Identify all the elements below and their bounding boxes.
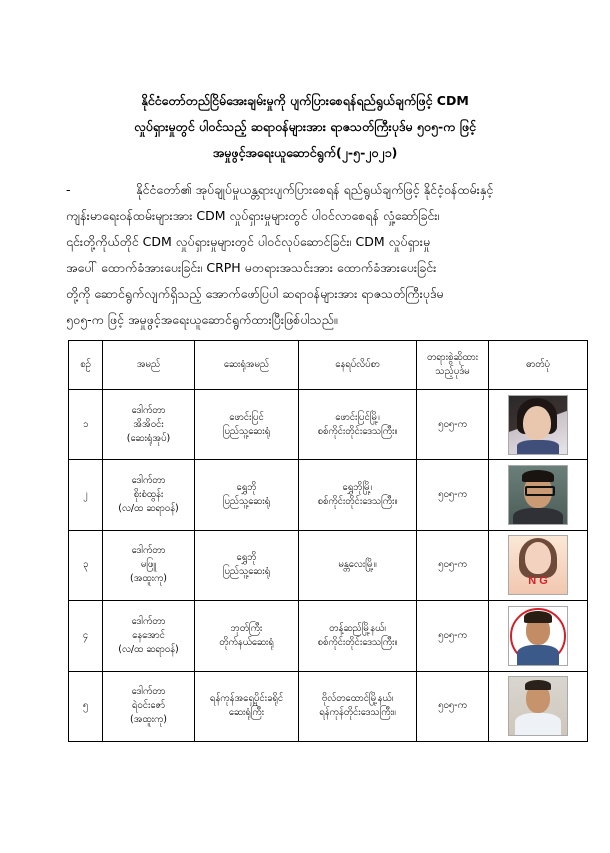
body-line-1-text: နိုင်ငံတော်၏ အုပ်ချုပ်မှုယန္တရားပျက်ပြားစေရန် ရည်ရွယ်ချက်ဖြင့် နိုင်ငံ့ဝန်ထမ်းနှင့် bbox=[136, 182, 494, 197]
name-text: နေအောင် bbox=[132, 629, 165, 641]
name-title: ဒေါက်တာ bbox=[131, 545, 166, 557]
body-line-6: ၅၀၅-က ဖြင့် အမှုဖွင့်အရေးယူဆောင်ရွက်ထားပြီးဖြစ်ပါသည်။ bbox=[66, 312, 338, 327]
title-line-3: အမှုဖွင့်အရေးယူဆောင်ရွက်(၂-၅-၂၀၂၁) bbox=[212, 145, 398, 160]
row-section: ၅၀၅-က bbox=[417, 530, 489, 600]
row-name bbox=[103, 601, 195, 671]
portrait-man-icon bbox=[508, 676, 568, 736]
row-photo bbox=[489, 530, 588, 600]
photo-tag: N G bbox=[528, 575, 548, 588]
document-title bbox=[40, 88, 570, 166]
row-address bbox=[299, 390, 417, 460]
name-role: (အထူးကု) bbox=[129, 573, 168, 585]
name-text: ရဲဝင်းဇော် bbox=[131, 700, 166, 712]
header-address: နေရပ်လိပ်စာ bbox=[299, 341, 417, 390]
hospital-line-1: ဖောင်းပြင် bbox=[229, 411, 264, 423]
name-role: (ဆေးရုံအုပ်) bbox=[126, 432, 171, 444]
portrait-man-icon bbox=[508, 606, 568, 666]
row-number: ၃ bbox=[69, 530, 103, 600]
table-row bbox=[69, 460, 588, 530]
name-text: အိအိဝင်း bbox=[133, 418, 164, 430]
row-address bbox=[299, 601, 417, 671]
row-photo bbox=[489, 390, 588, 460]
row-name bbox=[103, 530, 195, 600]
row-hospital bbox=[195, 460, 299, 530]
row-section: ၅၀၅-က bbox=[417, 601, 489, 671]
address-line-1: ဖောင်းပြင်မြို့၊ bbox=[335, 411, 380, 423]
table-row bbox=[69, 671, 588, 741]
address-line-1: တန့်ဆည်မြို့နယ်၊ bbox=[329, 622, 386, 634]
hospital-line-2: ဆေးရုံကြီး bbox=[228, 707, 265, 719]
row-address bbox=[299, 530, 417, 600]
portrait-man-glasses-icon bbox=[508, 465, 568, 525]
address-line-1: ဗိုလ်တထောင်မြို့နယ်၊ bbox=[321, 693, 394, 705]
hospital-line-2: ပြည်သူ့ဆေးရုံ bbox=[222, 425, 271, 437]
name-title: ဒေါက်တာ bbox=[131, 404, 166, 416]
address-line-1: မန္တလေးမြို့။ bbox=[338, 559, 377, 571]
body-line-3: ၎င်းတို့ကိုယ်တိုင် CDM လှုပ်ရှားမှုများတွင် ပါဝင်လုပ်ဆောင်ခြင်း၊ CDM လှုပ်ရှားမှု bbox=[66, 234, 431, 249]
row-number: ၅ bbox=[69, 671, 103, 741]
name-role: (လ/ထ ဆရာဝန်) bbox=[118, 643, 179, 655]
body-line-2: ကျန်းမာရေးဝန်ထမ်းများအား CDM လှုပ်ရှားမှုများတွင် ပါဝင်လာစေရန် လှုံ့ဆော်ခြင်း၊ bbox=[66, 208, 440, 223]
title-line-2: လှုပ်ရှားမှုတွင် ပါဝင်သည့် ဆရာဝန်များအား ရာဇသတ်ကြီးပုဒ်မ ၅၀၅-က ဖြင့် bbox=[134, 119, 476, 134]
hospital-line-1: ရွှေဘို bbox=[236, 552, 257, 564]
body-dash: - bbox=[66, 182, 71, 197]
body-paragraph bbox=[66, 177, 574, 333]
header-no: စဉ် bbox=[69, 341, 103, 390]
row-name bbox=[103, 390, 195, 460]
header-hospital: ဆေးရုံအမည် bbox=[195, 341, 299, 390]
row-section: ၅၀၅-က bbox=[417, 460, 489, 530]
row-photo bbox=[489, 671, 588, 741]
table-row bbox=[69, 601, 588, 671]
row-number: ၂ bbox=[69, 460, 103, 530]
doctors-table bbox=[68, 340, 588, 742]
header-photo: ဓာတ်ပုံ bbox=[489, 341, 588, 390]
row-hospital bbox=[195, 390, 299, 460]
row-number: ၄ bbox=[69, 601, 103, 671]
row-photo bbox=[489, 460, 588, 530]
name-text: စိုးစံထွန်း bbox=[133, 489, 164, 501]
address-line-1: ရွှေဘိုမြို့၊ bbox=[342, 482, 373, 494]
table-header-row bbox=[69, 341, 588, 390]
name-role: (အထူးကု) bbox=[129, 714, 168, 726]
portrait-woman-icon bbox=[508, 535, 568, 595]
row-hospital bbox=[195, 530, 299, 600]
row-address bbox=[299, 671, 417, 741]
name-title: ဒေါက်တာ bbox=[131, 686, 166, 698]
table-row bbox=[69, 390, 588, 460]
header-section-line-2: သည့်ပုဒ်မ bbox=[435, 366, 470, 377]
header-section bbox=[417, 341, 489, 390]
name-title: ဒေါက်တာ bbox=[131, 475, 166, 487]
row-address bbox=[299, 460, 417, 530]
body-line-1 bbox=[66, 177, 574, 203]
hospital-line-1: ရန်ကုန်အရှေ့ပိုင်းခရိုင် bbox=[209, 693, 284, 705]
name-role: (လ/ထ ဆရာဝန်) bbox=[118, 503, 179, 515]
title-line-1: နိုင်ငံတော်တည်ငြိမ်အေးချမ်းမှုကို ပျက်ပြားစေရန်ရည်ရွယ်ချက်ဖြင့် CDM bbox=[141, 93, 469, 108]
row-number: ၁ bbox=[69, 390, 103, 460]
row-name bbox=[103, 671, 195, 741]
header-name: အမည် bbox=[103, 341, 195, 390]
name-text: မဖြူ bbox=[140, 559, 157, 571]
address-line-2: စစ်ကိုင်းတိုင်းဒေသကြီး။ bbox=[317, 636, 398, 648]
address-line-2: စစ်ကိုင်းတိုင်းဒေသကြီး။ bbox=[317, 496, 398, 508]
row-hospital bbox=[195, 671, 299, 741]
row-name bbox=[103, 460, 195, 530]
address-line-2: စစ်ကိုင်းတိုင်းဒေသကြီး။ bbox=[317, 425, 398, 437]
header-section-line-1: တရားစွဲဆိုထား bbox=[426, 352, 479, 363]
body-line-4: အပေါ် ထောက်ခံအားပေးခြင်း၊ CRPH မတရားအသင်းအား ထောက်ခံအားပေးခြင်း bbox=[66, 260, 437, 275]
address-line-2: ရန်ကုန်တိုင်းဒေသကြီး။ bbox=[319, 707, 396, 719]
hospital-line-2: ပြည်သူ့ဆေးရုံ bbox=[222, 566, 271, 578]
hospital-line-1: ရွှေဘို bbox=[236, 482, 257, 494]
hospital-line-2: ပြည်သူ့ဆေးရုံ bbox=[222, 496, 271, 508]
name-title: ဒေါက်တာ bbox=[131, 615, 166, 627]
hospital-line-2: တိုက်နယ်ဆေးရုံ bbox=[219, 636, 274, 648]
row-photo bbox=[489, 601, 588, 671]
table-row bbox=[69, 530, 588, 600]
body-line-5: တို့ကို ဆောင်ရွက်လျက်ရှိသည့် အောက်ဖော်ပြပါ ဆရာဝန်များအား ရာဇသတ်ကြီးပုဒ်မ bbox=[66, 286, 444, 301]
hospital-line-1: ဘုတ်ကြီး bbox=[230, 622, 263, 634]
portrait-woman-icon bbox=[508, 395, 568, 455]
row-section: ၅၀၅-က bbox=[417, 390, 489, 460]
row-section: ၅၀၅-က bbox=[417, 671, 489, 741]
row-hospital bbox=[195, 601, 299, 671]
